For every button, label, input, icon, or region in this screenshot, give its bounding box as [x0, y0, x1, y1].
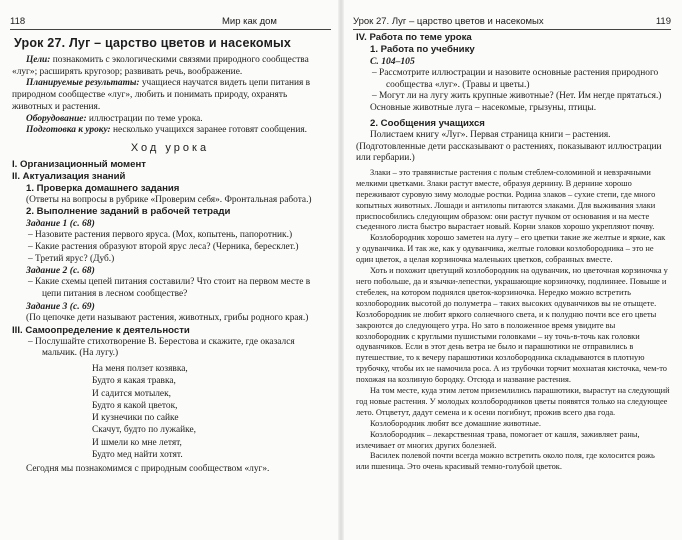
task-heading: Задание 2 (с. 68): [26, 265, 95, 277]
paragraph: Полистаем книгу «Луг». Первая страница книги – растения. (Подготовленные дети рассказывают о растениях, показывают иллюстрации или гербарии.): [356, 129, 662, 164]
poem-line: Скачут, будто по лужайке,: [92, 425, 196, 436]
equipment: Оборудование: иллюстрации по теме урока.: [26, 113, 203, 124]
poem: [12, 363, 328, 461]
subsection-heading: 2. Сообщения учащихся: [370, 117, 485, 129]
subsection-heading: 1. Проверка домашнего задания: [26, 182, 180, 194]
paragraph: Василек полевой почти всегда можно встретить около поля, где колосится рожь или пшеница. Это очень красивый темно-голубой цветок.: [356, 451, 655, 472]
page-number: 119: [655, 16, 671, 27]
paragraph: Козлобородник любят все домашние животные.: [370, 418, 541, 428]
section-heading: III. Самоопределение к деятельности: [12, 324, 190, 336]
question: – Назовите растения первого яруса. (Мох, копытень, папоротник.): [28, 230, 293, 241]
question: – Какие схемы цепей питания составили? Что стоит на первом месте в цепи питания в лесном сообществе?: [28, 277, 311, 300]
question: – Третий ярус? (Дуб.): [28, 253, 115, 264]
lesson-title: Урок 27. Луг – царство цветов и насекомых: [14, 36, 292, 50]
right-content: [356, 32, 670, 473]
poem-line: И кузнечики по сайке: [92, 413, 179, 424]
running-title: Урок 27. Луг – царство цветов и насекомых: [353, 16, 544, 27]
running-title: Мир как дом: [222, 16, 277, 27]
section-heading: I. Организационный момент: [12, 158, 146, 170]
paragraph: (По цепочке дети называют растения, животных, грибы родного края.): [26, 312, 309, 323]
left-header: [10, 15, 331, 30]
right-page: [341, 0, 682, 540]
subsection-heading: 1. Работа по учебнику: [370, 44, 475, 55]
paragraph: (Ответы на вопросы в рубрике «Проверим себя». Фронтальная работа.): [26, 194, 312, 205]
textbook-pages: С. 104–105: [370, 56, 415, 67]
task-heading: Задание 1 (с. 68): [26, 218, 95, 230]
paragraph: Злаки – это травянистые растения с полым стеблем-соломиной и невзрачными мелкими цветками. Злаки растут вместе, образуя дернину. В дернине хорошо переживают суровую зиму молодые ростки. Родина злаков – сухие степи, где много копытных животных. Лошади и антилопы питаются злаками. Для выживания злаки приспособились следующим образом: они растут пучком от основания и на месте съеденного листа быстро вырастает новый. Корни злаков хорошо укрепляют почву.: [356, 167, 656, 232]
goals: Цели: познакомить с экологическими связями природного сообщества «луг»; расширять кругозор; развивать речь, воображение.: [12, 55, 309, 77]
section-heading: II. Актуализация знаний: [12, 170, 126, 182]
question: – Рассмотрите иллюстрации и назовите основные растения природного сообщества «луг». (Травы и цветы.): [372, 68, 659, 90]
paragraph: На том месте, куда этим летом приземлились парашютики, вырастут на следующий год новые растения. У молодых козлобородников цветы появятся только на следующее лето. Отцветут, дадут семена и к осени погибнут, прожив всего два года.: [356, 386, 670, 417]
task-heading: Задание 3 (с. 69): [26, 300, 95, 312]
right-header: [353, 15, 671, 30]
question: – Могут ли на лугу жить крупные животные? (Нет. Им негде прятаться.): [372, 91, 662, 102]
page-number: 118: [10, 16, 26, 27]
poem-line: На меня ползет козявка,: [92, 363, 188, 374]
lesson-preparation: Подготовка к уроку: несколько учащихся заранее готовят сообщения.: [26, 125, 307, 136]
planned-results: Планируемые результаты: учащиеся научатся видеть цепи питания в природном сообществе «луг», любить и понимать природу, охранять животных и растения.: [12, 78, 311, 112]
question: – Послушайте стихотворение В. Берестова и скажите, где оказался мальчик. (На лугу.): [28, 336, 295, 359]
paragraph: Козлобородник – лекарственная трава, помогает от кашля, заживляет раны, излечивает от многих других болезней.: [356, 429, 640, 450]
poem-line: И шмели ко мне летят,: [92, 437, 182, 448]
section-heading: IV. Работа по теме урока: [356, 32, 472, 43]
poem-line: Будто я какая травка,: [92, 376, 176, 387]
left-content: [12, 32, 328, 476]
poem-line: И садится мотылек,: [92, 388, 171, 399]
poem-line: Будто я какой цветок,: [92, 400, 178, 411]
poem-line: Будто мед найти хотят.: [92, 450, 183, 461]
paragraph: Козлобородник хорошо заметен на лугу – его цветки такие же желтые и яркие, как у одуванчика. И так же, как у одуванчика, желтые головки козлобородника – это не один цветок, а целая корзиночка маленьких цветков, собранных вместе.: [356, 233, 666, 265]
course-title: Ход урока: [130, 141, 210, 154]
question: – Какие растения образуют второй ярус леса? (Черника, бересклет.): [28, 242, 299, 253]
paragraph: Основные животные луга – насекомые, грызуны, птицы.: [370, 103, 597, 114]
paragraph: Сегодня мы познакомимся с природным сообществом «луг».: [26, 464, 270, 475]
subsection-heading: 2. Выполнение заданий в рабочей тетради: [26, 206, 231, 218]
paragraph: Хоть и похожит цветущий козлобородник на одуванчик, но цветочная корзиночка у него побольше, да и язычки-лепестки, украшающие корзиночку, подлиннее. Повыше и стебелек, на котором поднялся цветок-корзиночка. Нередко можно встретить козлобородник высотой до полуметра – таких высоких одуванчиков вы не отыщете. Козлобородник не любит яркого солнечного света, и к полудню почти все его цветы закроются до следующего утра. Но зато в положенное время увидите вы козлобородник с круглыми пушистыми головками – ну точь-в-точь как головки одуванчиков. Если в этот день ветра не было и парашютики не отправились в путешествие, то к вечеру парашютики козлобородника складываются в плотную трубочку, чтобы их не намочила роса. А из трубочки торчит мохнатая кисточка, чем-то похожая на козлиную бородку. Отсюда и название растения.: [356, 266, 668, 385]
